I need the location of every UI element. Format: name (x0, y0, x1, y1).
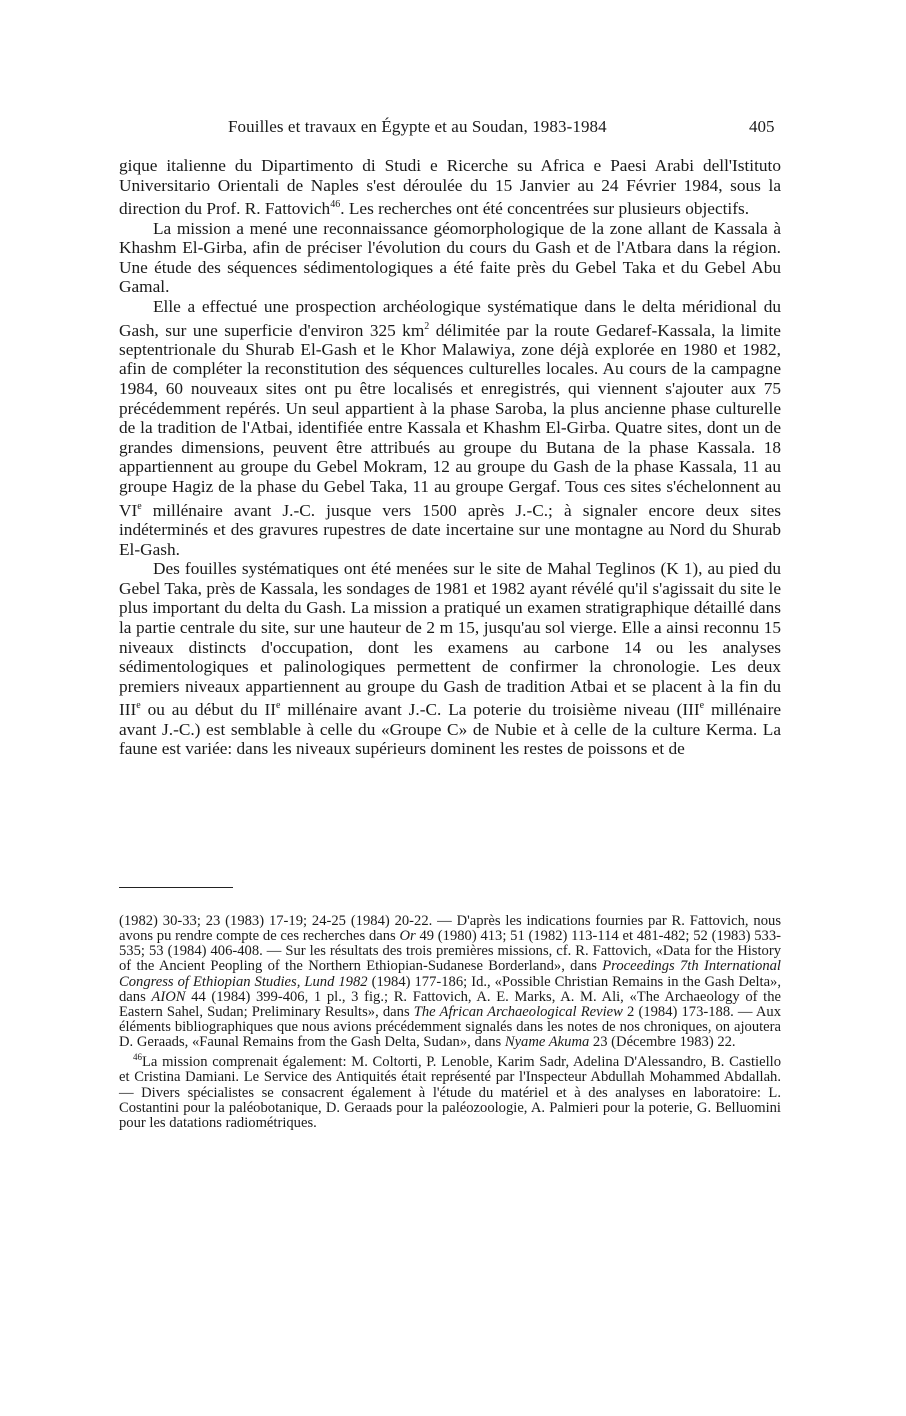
paragraph (119, 297, 781, 559)
running-head-title: Fouilles et travaux en Égypte et au Soudan, 1983-1984 (228, 117, 607, 136)
paragraph (119, 156, 781, 219)
citation-title: The African Archaeological Review (413, 1003, 623, 1020)
superscript: e (699, 700, 705, 712)
footnote-46 (119, 1050, 781, 1131)
footnote-text: (1984) 177-186; Id., «Possible Christian Remains in the Gash Delta», dans (119, 973, 781, 1005)
citation-title: AION (151, 988, 186, 1005)
footnote-text: 2 (1984) 173-188. — Aux éléments bibliographiques que nous avions précédemment signalés dans les notes de nos chroniques, on ajoutera D. Geraads, «Faunal Remains from the Gash Delta, Sudan», dans (119, 1003, 781, 1051)
paragraph-text: délimitée par la route Gedaref-Kassala, la limite septentrionale du Shurab El-Gash et le Khor Malawiya, zone déjà explorée en 1980 et 1982, afin de compléter la reconstitution des séquences culturelles locales. Au cours de la campagne 1984, 60 nouveaux sites ont pu être localisés et enregistrés, qui viennent s'ajouter aux 75 précédemment repérés. Un seul appartient à la phase Saroba, la plus ancienne phase culturelle de la tradition de l'Atbai, identifiée entre Kassala et Khashm El-Girba. Quatre sites, dont un de grandes dimensions, peuvent être attribués au groupe du Butana de la phase Kassala. 18 appartiennent au groupe du Gebel Mokram, 12 au groupe du Gash de la phase Kassala, 11 au groupe Hagiz de la phase du Gebel Taka, 11 au groupe Gergaf. Tous ces sites s'échelonnent au VI (119, 320, 781, 520)
footnote-text: 44 (1984) 399-406, 1 pl., 3 fig.; R. Fattovich, A. E. Marks, A. M. Ali, «The Archaeology of the Eastern Sahel, Sudan; Preliminary Results», dans (119, 988, 782, 1020)
superscript: e (276, 700, 281, 712)
footnote-text: La mission comprenait également: M. Coltorti, P. Lenoble, Karim Sadr, Adelina D'Alessandro, B. Castiello et Cristina Damiani. Le Service des Antiquités était représenté par l'Inspecteur Abdullah Mohammed Abdallah. — Divers spécialistes se consacrent également à l'étude du matériel et à des analyses en laboratoire: L. Costantini pour la paléobotanique, D. Geraads pour la paléozoologie, A. Palmieri pour la poterie, G. Belluomini pour les datations radiométriques. (119, 1054, 781, 1131)
paragraph-text: Elle a effectué une prospection archéologique systématique dans le delta méridional du Gash, sur une superficie d'environ 325 km (119, 296, 781, 340)
body-text (119, 156, 781, 759)
paragraph-text: ou au début du II (140, 700, 277, 720)
paragraph-text: gique italienne du Dipartimento di Studi e Ricerche su Africa e Paesi Arabi dell'Istituto Universitario Orientali de Naples s'est déroulée du 15 Janvier au 24 Février 1984, sous la direction du Prof. R. Fattovich (119, 156, 781, 218)
paragraph-text: . Les recherches ont été concentrées sur plusieurs objectifs. (340, 198, 750, 218)
paragraph-text: millénaire avant J.-C.) est semblable à celle du «Groupe C» de Nubie et à celle de la culture Kerma. La faune est variée: dans les niveaux supérieurs dominent les restes de poissons et de (119, 700, 782, 759)
footnote-45-continued (119, 914, 781, 1050)
paragraph (119, 559, 781, 759)
superscript: 2 (424, 320, 430, 332)
superscript: e (137, 500, 142, 512)
paragraph: La mission a mené une reconnaissance géomorphologique de la zone allant de Kassala à Khashm El-Girba, afin de préciser l'évolution du cours du Gash et de l'Atbara dans la région. Une étude des séquences sédimentologiques a été faite près du Gebel Taka et du Gebel Abu Gamal. (119, 218, 781, 297)
superscript: e (136, 700, 141, 712)
footnote-text: 23 (Décembre 1983) 22. (589, 1034, 736, 1051)
citation-title: Or (399, 928, 416, 945)
footnotes (119, 914, 781, 1131)
footnote-ref-46: 46 (330, 199, 341, 211)
footnote-divider (119, 887, 233, 888)
footnote-text: 49 (1980) 413; 51 (1982) 113-114 et 481-482; 52 (1983) 533-535; 53 (1984) 406-408. — Sur les résultats des trois premières missions, cf. R. Fattovich, «Data for the History of the Ancient Peopling of the Northern Ethiopian-Sudanese Borderland», dans (119, 928, 781, 975)
paragraph-text: Des fouilles systématiques ont été menées sur le site de Mahal Teglinos (K 1), au pied du Gebel Taka, près de Kassala, les sondages de 1981 et 1982 ayant révélé qu'il s'agissait du site le plus important du delta du Gash. La mission a pratiqué un examen stratigraphique détaillé dans la partie centrale du site, sur une hauteur de 2 m 15, jusqu'au sol vierge. Elle a ainsi reconnu 15 niveaux distincts d'occupation, dont les examens au carbone 14 ou les analyses sédimentologiques et palinologiques permettent de confirmer la chronologie. Les deux premiers niveaux appartiennent au groupe du Gash de tradition Atbai et se placent à la fin du III (119, 559, 781, 720)
paragraph-text: millénaire avant J.-C. jusque vers 1500 après J.-C.; à signaler encore deux sites indéterminés et des gravures rupestres de date incertaine sur une montagne au Nord du Shurab El-Gash. (119, 500, 781, 559)
page-number: 405 (749, 117, 775, 136)
citation-title: Proceedings 7th International Congress of Ethiopian Studies, Lund 1982 (119, 958, 781, 990)
running-head (0, 117, 906, 139)
paragraph-text: millénaire avant J.-C. La poterie du troisième niveau (III (280, 700, 700, 720)
citation-title: Nyame Akuma (504, 1034, 590, 1051)
footnote-number: 46 (133, 1052, 142, 1063)
footnote-text: (1982) 30-33; 23 (1983) 17-19; 24-25 (1984) 20-22. — D'après les indications fournies par R. Fattovich, nous avons pu rendre compte de ces recherches dans (119, 913, 781, 945)
